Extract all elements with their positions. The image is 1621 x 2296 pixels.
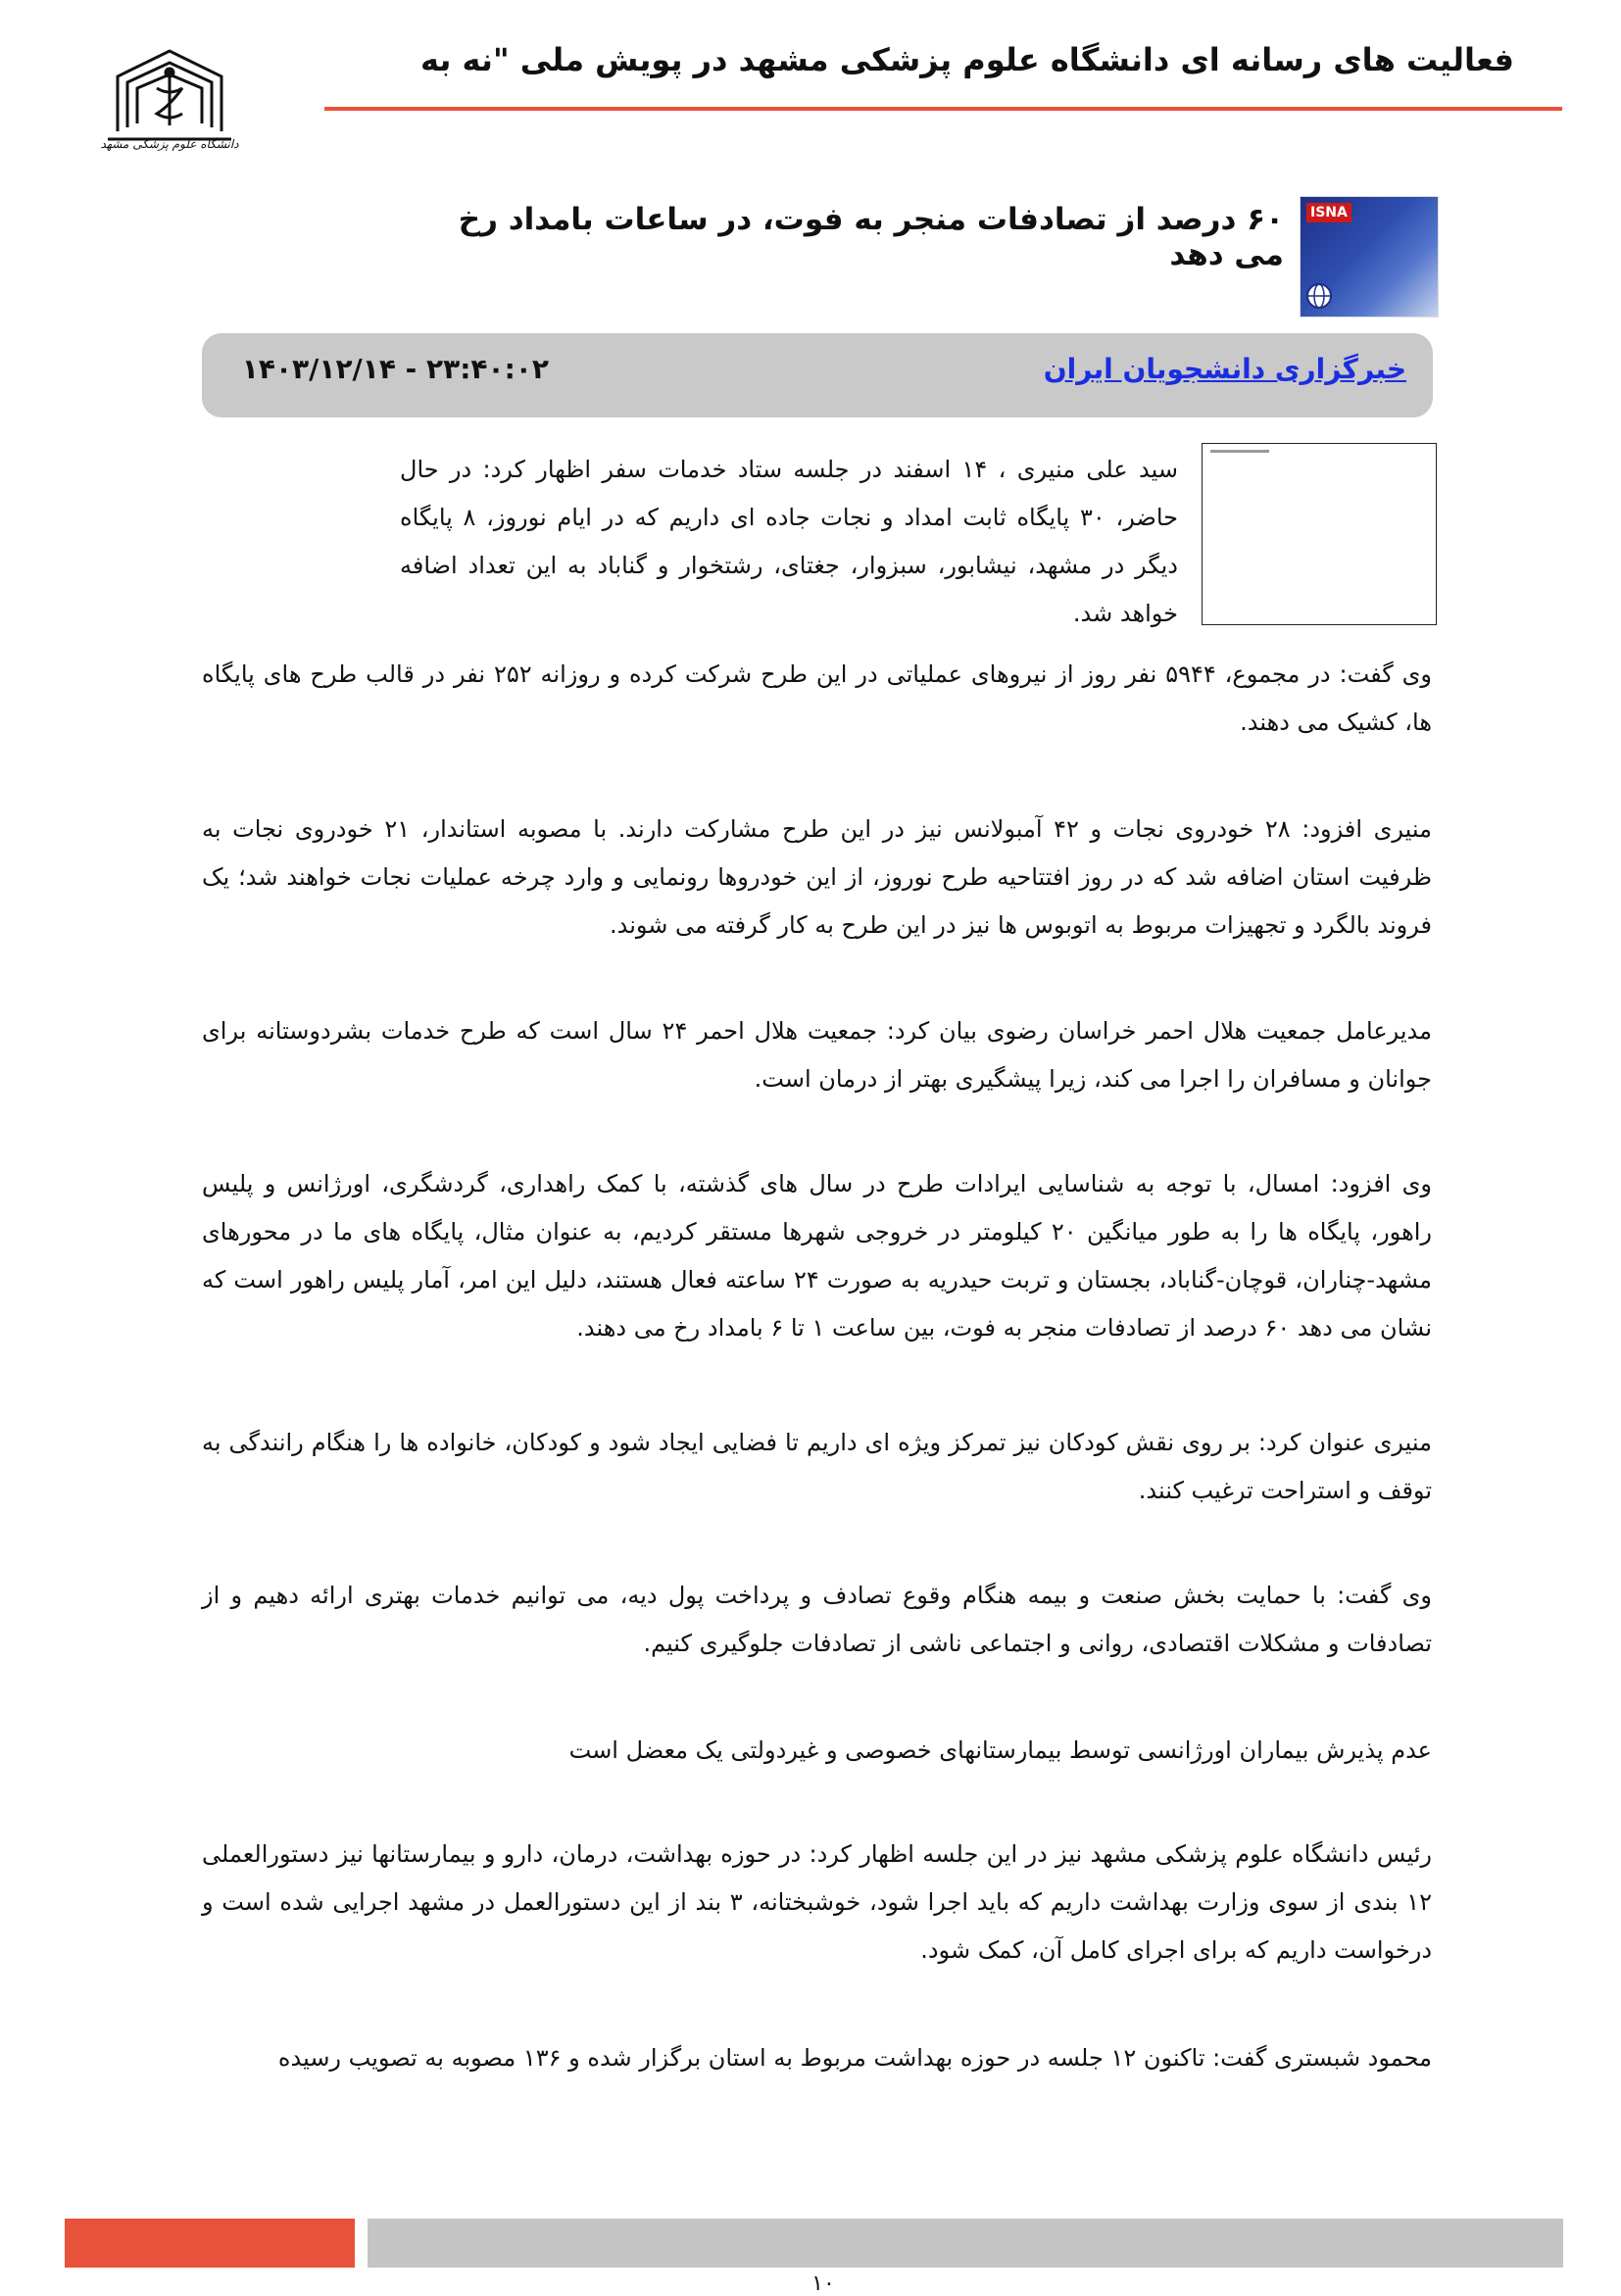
subheading: عدم پذیرش بیماران اورژانسی توسط بیمارستانهای خصوصی و غیردولتی یک معضل است <box>568 1736 1432 1764</box>
page-number: ۱۰ <box>811 2272 835 2296</box>
page-header-title: فعالیت های رسانه ای دانشگاه علوم پزشکی مشهد در پویش ملی "نه به <box>419 41 1514 78</box>
footer-bar <box>368 2219 1563 2268</box>
article-image <box>1202 443 1437 625</box>
publish-datetime: ۱۴۰۳/۱۲/۱۴ - ۲۳:۴۰:۰۲ <box>241 353 549 385</box>
news-agency-logo <box>1300 196 1439 318</box>
image-caption-placeholder <box>1210 450 1269 453</box>
paragraph: وی گفت: با حمایت بخش صنعت و بیمه هنگام وقوع تصادف و پرداخت پول دیه، می توانیم خدمات بهتری ارائه دهیم و از تصادفات و مشکلات اقتصادی، روانی و اجتماعی ناشی از تصادفات جلوگیری کنیم. <box>202 1582 1432 1657</box>
university-logo-caption: دانشگاه علوم پزشکی مشهد <box>100 137 239 151</box>
paragraph: رئیس دانشگاه علوم پزشکی مشهد نیز در این جلسه اظهار کرد: در حوزه بهداشت، درمان، دارو و بیمارستانها نیز دستورالعملی ۱۲ بندی از سوی وزارت بهداشت داریم که باید اجرا شود، خوشبختانه، ۳ بند از این دستورالعمل در مشهد اجرایی شده است و درخواست داریم که برای اجرای کامل آن، کمک شود. <box>202 1840 1432 1964</box>
agency-logo-text: ISNA <box>1306 203 1351 222</box>
paragraph: سید علی منیری ، ۱۴ اسفند در جلسه ستاد خدمات سفر اظهار کرد: در حال حاضر، ۳۰ پایگاه ثابت امداد و نجات جاده ای داریم که در ایام نوروز، ۸ پایگاه دیگر در مشهد، نیشابور، سبزوار، جغتای، رشتخوار و گناباد به این تعداد اضافه خواهد شد. <box>400 456 1178 627</box>
paragraph: مدیرعامل جمعیت هلال احمر خراسان رضوی بیان کرد: جمعیت هلال احمر ۲۴ سال است که طرح خدمات بشردوستانه برای جوانان و مسافران را اجرا می کند، زیرا پیشگیری بهتر از درمان است. <box>202 1017 1433 1093</box>
source-link[interactable]: خبرگزاری دانشجویان ایران <box>1043 353 1406 385</box>
footer-accent-bar <box>65 2219 355 2268</box>
header-divider <box>324 107 1562 111</box>
globe-icon <box>1304 281 1334 311</box>
paragraph: وی افزود: امسال، با توجه به شناسایی ایرادات طرح در سال های گذشته، با کمک راهداری، گردشگری، اورژانس و پلیس راهور، پایگاه ها را به طور میانگین ۲۰ کیلومتر در خروجی شهرها مستقر کردیم، به عنوان مثال، پایگاه های ما در محورهای مشهد-چناران، قوچان-گناباد، بجستان و تربت حیدریه به صورت ۲۴ ساعته فعال هستند، دلیل این امر، آمار پلیس راهور است که نشان می دهد ۶۰ درصد از تصادفات منجر به فوت، بین ساعت ۱ تا ۶ بامداد رخ می دهند. <box>202 1170 1433 1342</box>
paragraph: منیری عنوان کرد: بر روی نقش کودکان نیز تمرکز ویژه ای داریم تا فضایی ایجاد شود و کودکان، خانواده ها را هنگام رانندگی به توقف و استراحت ترغیب کنند. <box>202 1429 1432 1504</box>
paragraph: محمود شبستری گفت: تاکنون ۱۲ جلسه در حوزه بهداشت مربوط به استان برگزار شده و ۱۳۶ مصوبه به تصویب رسیده <box>277 2044 1432 2072</box>
paragraph: وی گفت: در مجموع، ۵۹۴۴ نفر روز از نیروهای عملیاتی در این طرح شرکت کرده و روزانه ۲۵۲ نفر در قالب طرح های پایگاه ها، کشیک می دهند. <box>202 660 1433 736</box>
article-title: ۶۰ درصد از تصادفات منجر به فوت، در ساعات بامداد رخ می دهد <box>458 202 1284 272</box>
paragraph: منیری افزود: ۲۸ خودروی نجات و ۴۲ آمبولانس نیز در این طرح مشارکت دارند. با مصوبه استاندار، ۲۱ خودروی نجات به ظرفیت استان اضافه شد که در روز افتتاحیه طرح نوروز، از این خودروها رونمایی و وارد چرخه عملیات نجات خواهند شد؛ یک فروند بالگرد و تجهیزات مربوط به اتوبوس ها نیز در این طرح به کار گرفته می شوند. <box>202 815 1432 939</box>
